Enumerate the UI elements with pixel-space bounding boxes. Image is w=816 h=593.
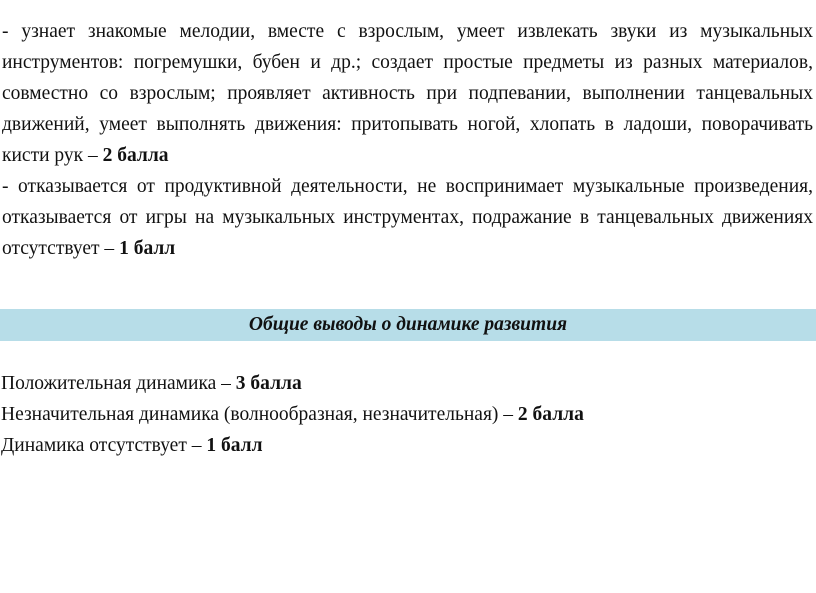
dynamics-score: 2 балла <box>517 404 584 425</box>
criterion-text: - узнает знакомые мелодии, вместе с взрослым, умеет извлекать звуки из музыкальных инструментов: погремушки, бубен и др.; создает простые предметы из разных материалов, совместно со взрослым; проявляет активность при подпевании, выполнении танцевальных движений, умеет выполнять движения: притопывать ногой, хлопать в ладоши, поворачивать кисти рук – <box>2 21 813 166</box>
dynamics-label: Незначительная динамика (волнообразная, незначительная) – <box>1 404 518 425</box>
criterion-paragraph <box>2 16 813 171</box>
criterion-score: 1 балл <box>119 238 176 259</box>
dynamics-item-minor <box>1 399 813 430</box>
dynamics-item-none <box>1 430 813 461</box>
section-title: Общие выводы о динамике развития <box>248 314 568 335</box>
dynamics-label: Динамика отсутствует – <box>1 435 207 456</box>
section-title-banner <box>0 309 816 341</box>
criterion-score: 2 балла <box>102 145 169 166</box>
criterion-text: - отказывается от продуктивной деятельности, не воспринимает музыкальные произведения, отказывается от игры на музыкальных инструментах, подражание в танцевальных движениях отсутствует – <box>2 176 813 259</box>
dynamics-score: 1 балл <box>206 435 263 456</box>
dynamics-list <box>1 368 813 461</box>
dynamics-score: 3 балла <box>235 373 302 394</box>
dynamics-item-positive <box>1 368 813 399</box>
dynamics-label: Положительная динамика – <box>1 373 236 394</box>
criterion-paragraph <box>2 171 813 264</box>
